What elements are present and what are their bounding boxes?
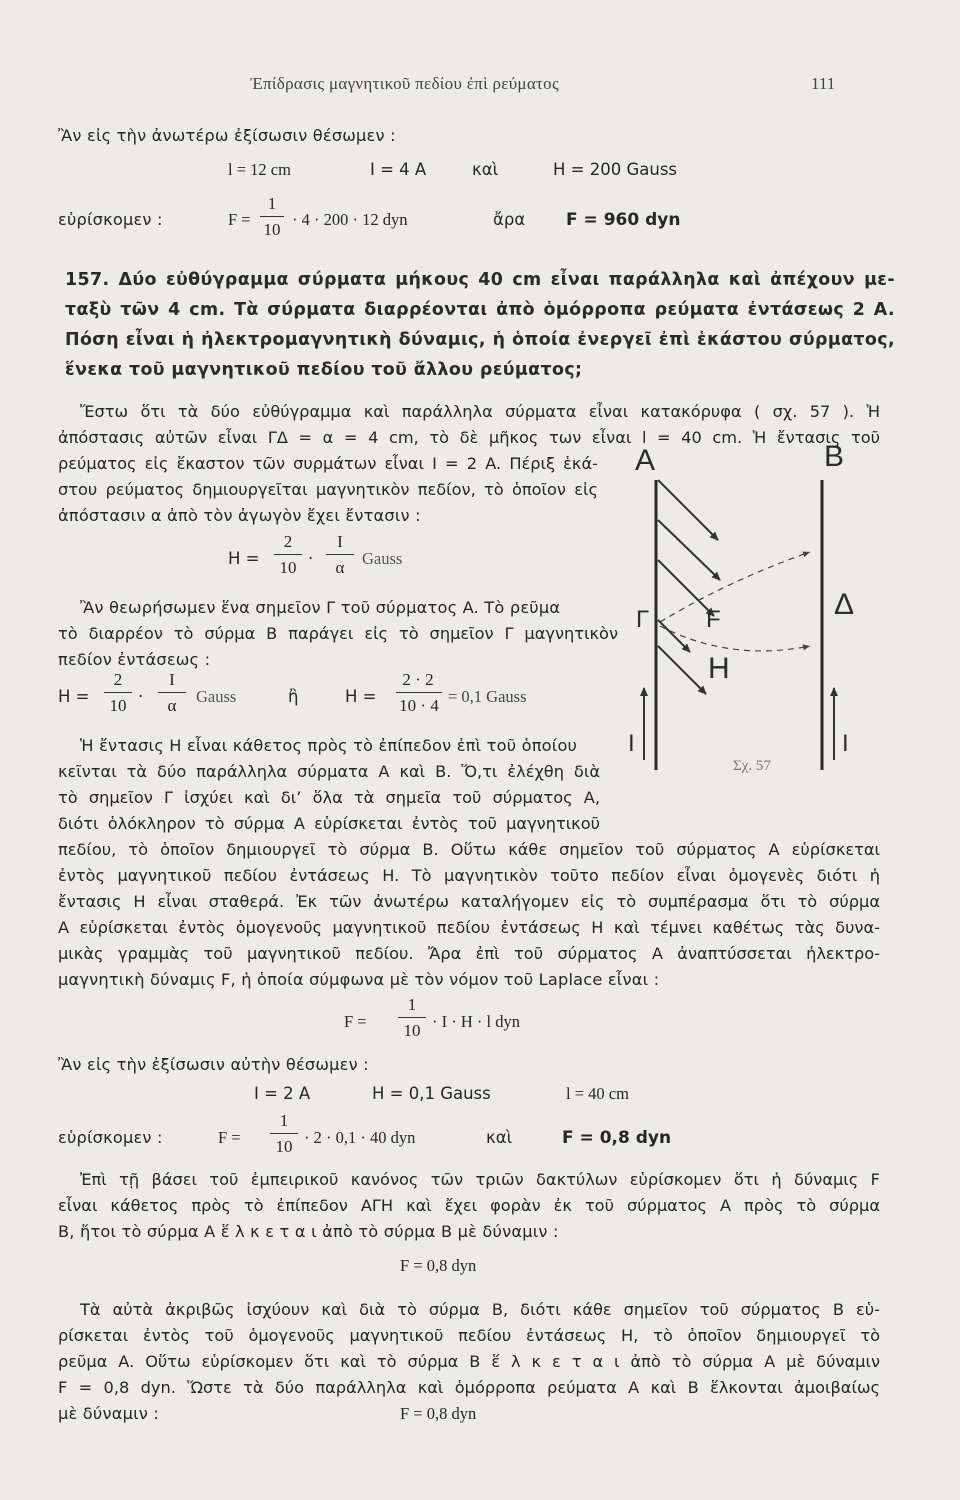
figure-label-i1: I	[628, 730, 635, 757]
solution-line-1: Ἔστω ὅτι τὰ δύο εὐθύγραμμα καὶ παράλληλα σύρματα εἶναι κατακόρυφα ( σχ. 57 ). Ἡ	[80, 402, 880, 421]
solution-line-3: ρεύματος εἰς ἕκαστον τῶν συρμάτων εἶναι I = 2 A. Πέριξ ἑκά-	[58, 454, 598, 473]
eq1-num2: I	[337, 532, 343, 551]
solution-line-5: ἀπόστασιν α ἀπὸ τὸν ἀγωγὸν ἔχει ἔντασιν :	[58, 506, 421, 525]
fraction-denominator: 10	[263, 220, 281, 239]
solution-line-25: ρεῦμα A. Οὕτω εὑρίσκομεν ὅτι καὶ τὸ σύρμα B ἕ λ κ ε τ α ι ἀπὸ τὸ σύρμα A μὲ δύναμιν	[58, 1352, 880, 1371]
given-length: l = 12 cm	[228, 160, 291, 179]
eq1-den2: α	[335, 558, 345, 577]
eq2-den3: 10 · 4	[399, 696, 439, 715]
solution-line-2: ἀπόστασις αὐτῶν εἶναι ΓΔ = α = 4 cm, τὸ δὲ μῆκος των εἶναι l = 40 cm. Ἡ ἔντασις τοῦ	[58, 428, 880, 447]
figure-label-b: B	[824, 440, 845, 473]
given-current: I = 4 A	[370, 160, 427, 179]
solution-line-10: κεῖνται τὰ δύο παράλληλα σύρματα A καὶ B. Ὅ,τι ἐλέχθη διὰ	[58, 762, 600, 781]
eq2-num1: 2	[113, 670, 123, 689]
fraction-bar	[260, 216, 284, 217]
field-vector	[658, 480, 718, 540]
eq1-num1: 2	[283, 532, 293, 551]
solution-line-27: μὲ δύναμιν :	[58, 1404, 159, 1423]
eq2-unit: Gauss	[196, 687, 237, 706]
figure-label-h: H	[708, 652, 730, 685]
given2-current: I = 2 A	[254, 1084, 311, 1103]
find2-label: εὑρίσκομεν :	[58, 1128, 163, 1147]
eq3-num: 1	[407, 995, 417, 1014]
intro-line: Ἂν εἰς τὴν ἀνωτέρω ἐξίσωσιν θέσωμεν :	[58, 126, 396, 145]
eq4-rest: · 2 · 0,1 · 40 dyn	[304, 1128, 416, 1147]
eq3-den: 10	[403, 1021, 421, 1040]
given2-length: l = 40 cm	[566, 1084, 629, 1103]
eq3-f: F =	[344, 1012, 367, 1031]
solution-line-16: A εὑρίσκεται ἐντὸς ὁμογενοῦς μαγνητικοῦ πεδίου ἐντάσεως H καὶ τέμνει καθέτως τὰς δυνα-	[58, 918, 880, 937]
eq2-dot: ·	[138, 687, 144, 706]
figure-label-f: F	[706, 606, 721, 633]
eq1-h: H =	[228, 549, 260, 568]
find-label: εὑρίσκομεν :	[58, 210, 163, 229]
problem-line-2: ταξὺ τῶν 4 cm. Τὰ σύρματα διαρρέονται ἀπὸ ὁμόρροπα ρεύματα ἐντάσεως 2 A.	[65, 300, 895, 320]
eq4-result: F = 0,8 dyn	[562, 1128, 672, 1148]
force-result: F = 960 dyn	[566, 210, 681, 230]
force-expression: · 4 · 200 · 12 dyn	[292, 210, 408, 229]
solution-line-17: μικὰς γραμμὰς τοῦ μαγνητικοῦ πεδίου. Ἄρα ἐπὶ τοῦ σύρματος A ἀναπτύσσεται ἠλεκτρο-	[58, 944, 880, 963]
eq2-den1: 10	[109, 696, 127, 715]
solution-line-26: F = 0,8 dyn. Ὥστε τὰ δύο παράλληλα καὶ ὁμόρροπα ρεύματα A καὶ B ἕλκονται ἀμοιβαίως	[58, 1378, 880, 1397]
eq2-bar1	[104, 692, 132, 693]
solution-line-15: ἔντασις H εἶναι σταθερά. Ἐκ τῶν ἀνωτέρω καταλήγομεν εἰς τὸ συμπέρασμα ὅτι τὸ σύρμα	[58, 892, 880, 911]
and-word: καὶ	[472, 160, 499, 179]
eq4-num: 1	[279, 1111, 289, 1130]
eq4-f: F =	[218, 1128, 241, 1147]
solution-line-24: ρίσκεται ἐντὸς τοῦ ὁμογενοῦς μαγνητικοῦ πεδίου ἐντάσεως H, τὸ ὁποῖον δημιουργεῖ τὸ	[58, 1326, 880, 1345]
eq3-bar	[398, 1017, 426, 1018]
eq2-num2: I	[169, 670, 175, 689]
figure-caption: Σχ. 57	[733, 758, 771, 774]
field-line-dashed	[660, 552, 810, 622]
eq1-dot: ·	[308, 549, 314, 568]
field-vector	[658, 620, 690, 652]
solution-line-14: ἐντὸς μαγνητικοῦ πεδίου ἐντάσεως H. Τὸ μαγνητικὸν τοῦτο πεδίον εἶναι ὁμογενὲς διότι ἡ	[58, 866, 880, 885]
force-symbol: F =	[228, 210, 251, 229]
field-line-dashed	[660, 626, 810, 651]
eq1-bar1	[274, 554, 302, 555]
eq2-bar3	[396, 692, 442, 693]
given2-field: H = 0,1 Gauss	[372, 1084, 491, 1103]
solution-line-8: πεδίον ἐντάσεως :	[58, 650, 211, 669]
eq2-or: ἢ	[288, 687, 299, 706]
problem-line-3: Πόση εἶναι ἡ ἠλεκτρομαγνητικὴ δύναμις, ἡ ὁποία ἐνεργεῖ ἐπὶ ἑκάστου σύρματος,	[65, 330, 895, 350]
solution-line-12: διότι ὁλόκληρον τὸ σύρμα A εὑρίσκεται ἐντὸς τοῦ μαγνητικοῦ	[58, 814, 600, 833]
problem-line-4: ἕνεκα τοῦ μαγνητικοῦ πεδίου τοῦ ἄλλου ρεύματος;	[65, 360, 583, 380]
fraction-numerator: 1	[267, 194, 277, 213]
eq2-den2: α	[167, 696, 177, 715]
figure-label-i2: I	[842, 730, 849, 757]
solution-line-4: στου ρεύματος δημιουργεῖται μαγνητικὸν πεδίον, τὸ ὁποῖον εἰς	[58, 480, 598, 499]
solution-line-18: μαγνητικὴ δύναμις F, ἡ ὁποία σύμφωνα μὲ τὸν νόμον τοῦ Laplace εἶναι :	[58, 970, 660, 989]
therefore-word: ἄρα	[493, 210, 526, 229]
eq1-den1: 10	[279, 558, 297, 577]
figure-label-a: A	[635, 444, 656, 477]
field-vector	[658, 646, 706, 694]
eq2-result: = 0,1 Gauss	[448, 687, 527, 706]
problem-line-1: 157. Δύο εὐθύγραμμα σύρματα μήκους 40 cm εἶναι παράλληλα καὶ ἀπέχουν με-	[65, 270, 895, 290]
solution-line-19: Ἂν εἰς τὴν ἐξίσωσιν αὐτὴν θέσωμεν :	[58, 1055, 369, 1074]
solution-line-21: εἶναι κάθετος πρὸς τὸ ἐπίπεδον AΓH καὶ ἔχει φορὰν ἐκ τοῦ σύρματος A πρὸς τὸ σύρμα	[58, 1196, 880, 1215]
solution-line-20: Ἐπὶ τῇ βάσει τοῦ ἐμπειρικοῦ κανόνος τῶν τριῶν δακτύλων εὑρίσκομεν ὅτι ἡ δύναμις F	[80, 1170, 880, 1189]
eq1-unit: Gauss	[362, 549, 403, 568]
eq2-h: H =	[58, 687, 90, 706]
running-header: Ἐπίδρασις μαγνητικοῦ πεδίου ἐπὶ ρεύματος	[250, 74, 560, 93]
solution-line-22: B, ἤτοι τὸ σύρμα A ἕ λ κ ε τ α ι ἀπὸ τὸ σύρμα B μὲ δύναμιν :	[58, 1222, 559, 1241]
eq4-bar	[270, 1133, 298, 1134]
given-field: H = 200 Gauss	[553, 160, 678, 179]
figure-label-g: Γ	[636, 606, 650, 633]
solution-line-11: τὸ σημεῖον Γ ἰσχύει καὶ δι’ ὅλα τὰ σημεῖα τοῦ σύρματος A,	[58, 788, 600, 807]
page-number: 111	[811, 74, 836, 93]
solution-line-23: Τὰ αὐτὰ ἀκριβῶς ἰσχύουν καὶ διὰ τὸ σύρμα B, διότι κάθε σημεῖον τοῦ σύρματος B εὑ-	[80, 1300, 880, 1319]
eq1-bar2	[326, 554, 354, 555]
eq2-h2: H =	[345, 687, 377, 706]
solution-line-6: Ἂν θεωρήσωμεν ἕνα σημεῖον Γ τοῦ σύρματος A. Τὸ ρεῦμα	[80, 598, 561, 617]
eq3-rest: · I · H · l dyn	[432, 1012, 520, 1031]
solution-line-9: Ἡ ἔντασις H εἶναι κάθετος πρὸς τὸ ἐπίπεδον ἐπὶ τοῦ ὁποίου	[80, 736, 578, 755]
eq2-num3: 2 · 2	[402, 670, 434, 689]
solution-line-13: πεδίου, τὸ ὁποῖον δημιουργεῖ τὸ σύρμα B. Οὕτω κάθε σημεῖον τοῦ σύρματος A εὑρίσκεται	[58, 840, 880, 859]
figure-label-d: Δ	[834, 588, 855, 621]
eq6: F = 0,8 dyn	[400, 1404, 477, 1423]
eq4-and: καὶ	[486, 1128, 513, 1147]
eq4-den: 10	[275, 1137, 293, 1156]
eq2-bar2	[158, 692, 186, 693]
solution-line-7: τὸ διαρρέον τὸ σύρμα B παράγει εἰς τὸ σημεῖον Γ μαγνητικὸν	[58, 624, 618, 643]
eq5: F = 0,8 dyn	[400, 1256, 477, 1275]
field-vector	[658, 520, 720, 580]
